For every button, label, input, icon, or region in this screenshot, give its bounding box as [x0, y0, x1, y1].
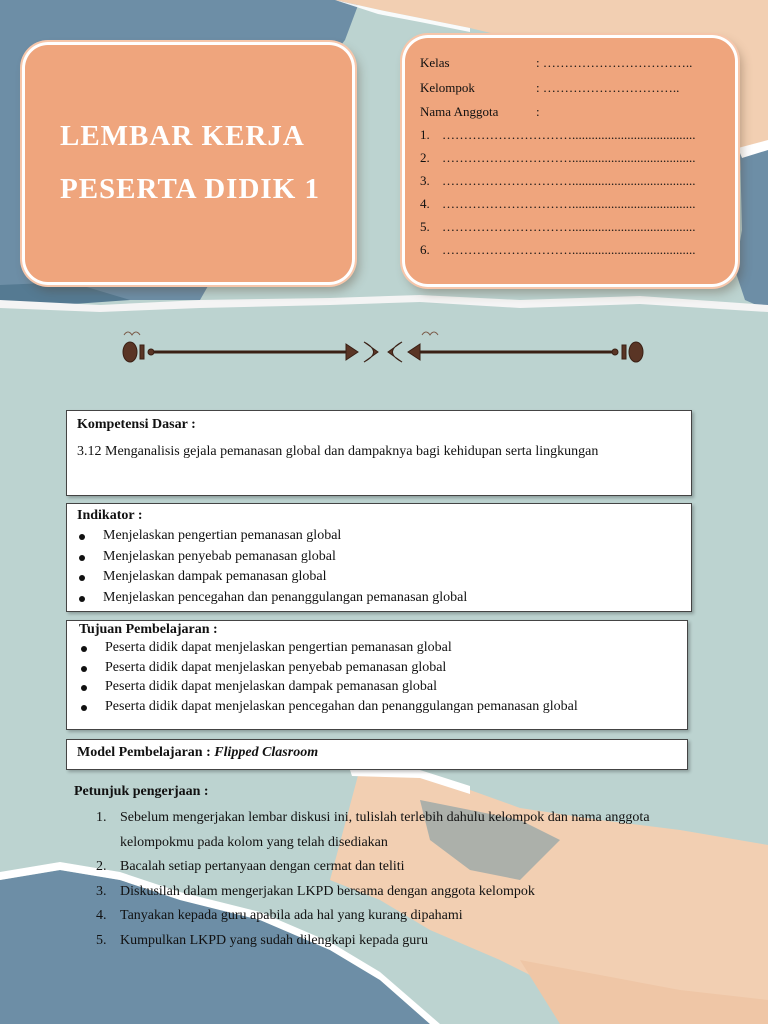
kompetensi-text: 3.12 Menganalisis gejala pemanasan global dan dampaknya bagi kehidupan serta lingkungan — [77, 444, 599, 459]
list-item — [96, 806, 706, 855]
list-item: Peserta didik dapat menjelaskan pencegahan dan penanggulangan pemanasan global — [79, 697, 578, 717]
list-item: Peserta didik dapat menjelaskan penyebab pemanasan global — [79, 658, 578, 678]
member-number: 3. — [420, 173, 430, 188]
kelas-field[interactable]: : …………………………….. — [536, 55, 693, 70]
list-item: Menjelaskan dampak pemanasan global — [77, 567, 467, 588]
member-number: 1. — [420, 127, 430, 142]
model-value: Flipped Clasroom — [214, 745, 319, 760]
step-number: 2. — [96, 859, 107, 874]
kompetensi-panel — [66, 410, 692, 496]
step-number: 3. — [96, 883, 107, 899]
list-item — [96, 904, 706, 929]
kelompok-label: Kelompok — [420, 80, 475, 95]
member-row-5[interactable] — [420, 219, 696, 235]
petunjuk-heading: Petunjuk pengerjaan : — [74, 784, 209, 799]
indikator-list — [77, 526, 467, 608]
member-field[interactable]: …………………………...................................... — [442, 127, 696, 142]
step-text: Kumpulkan LKPD yang sudah dilengkapi kepada guru — [120, 932, 428, 948]
list-item: Menjelaskan pencegahan dan penanggulangan pemanasan global — [77, 588, 467, 609]
step-text: Sebelum mengerjakan lembar diskusi ini, tulislah terlebih dahulu kelompok dan nama anggota kelompokmu pada kolom yang telah disediakan — [120, 810, 650, 850]
member-field[interactable]: …………………………...................................... — [442, 196, 696, 211]
title-line-1: LEMBAR KERJA — [60, 120, 305, 152]
member-number: 2. — [420, 150, 430, 165]
kelas-label: Kelas — [420, 55, 450, 70]
title-line-2: PESERTA DIDIK 1 — [60, 173, 320, 205]
tujuan-panel — [66, 620, 688, 730]
member-number: 4. — [420, 196, 430, 211]
list-item — [96, 855, 706, 880]
member-row-3[interactable] — [420, 173, 696, 189]
step-text: Diskusilah dalam mengerjakan LKPD bersama dengan anggota kelompok — [120, 883, 535, 899]
list-item: Peserta didik dapat menjelaskan dampak pemanasan global — [79, 677, 578, 697]
step-number: 1. — [96, 810, 107, 825]
step-text: Bacalah setiap pertanyaan dengan cermat dan teliti — [120, 859, 405, 874]
kelas-row — [420, 55, 692, 71]
member-row-6[interactable] — [420, 242, 696, 258]
indikator-panel — [66, 503, 692, 612]
kelompok-field[interactable]: : ………………………….. — [536, 80, 680, 95]
anggota-colon: : — [536, 104, 540, 119]
model-line — [77, 745, 318, 761]
member-row-4[interactable] — [420, 196, 696, 212]
step-text: Tanyakan kepada guru apabila ada hal yang kurang dipahami — [120, 908, 463, 923]
ornament-divider — [118, 325, 648, 375]
kompetensi-heading: Kompetensi Dasar : — [77, 417, 196, 432]
member-number: 5. — [420, 219, 430, 234]
member-row-2[interactable] — [420, 150, 696, 166]
member-row-1[interactable] — [420, 127, 696, 143]
petunjuk-list — [96, 806, 706, 953]
member-field[interactable]: …………………………...................................... — [442, 150, 696, 165]
tujuan-heading: Tujuan Pembelajaran : — [79, 622, 218, 637]
model-label: Model Pembelajaran : — [77, 745, 211, 760]
member-field[interactable]: …………………………...................................... — [442, 242, 696, 257]
list-item: Peserta didik dapat menjelaskan pengertian pemanasan global — [79, 638, 578, 658]
list-item: Menjelaskan pengertian pemanasan global — [77, 526, 467, 547]
member-field[interactable]: …………………………...................................... — [442, 219, 696, 234]
identity-box — [402, 35, 738, 287]
step-number: 5. — [96, 932, 107, 948]
indikator-heading: Indikator : — [77, 508, 143, 523]
tujuan-list — [79, 638, 578, 716]
step-number: 4. — [96, 908, 107, 923]
model-panel — [66, 739, 688, 770]
anggota-label: Nama Anggota — [420, 104, 499, 119]
anggota-row — [420, 104, 540, 120]
title-box — [22, 42, 355, 285]
list-item: Menjelaskan penyebab pemanasan global — [77, 547, 467, 568]
kelompok-row — [420, 80, 679, 96]
list-item — [96, 929, 706, 954]
member-number: 6. — [420, 242, 430, 257]
member-field[interactable]: …………………………...................................... — [442, 173, 696, 188]
list-item — [96, 880, 706, 905]
